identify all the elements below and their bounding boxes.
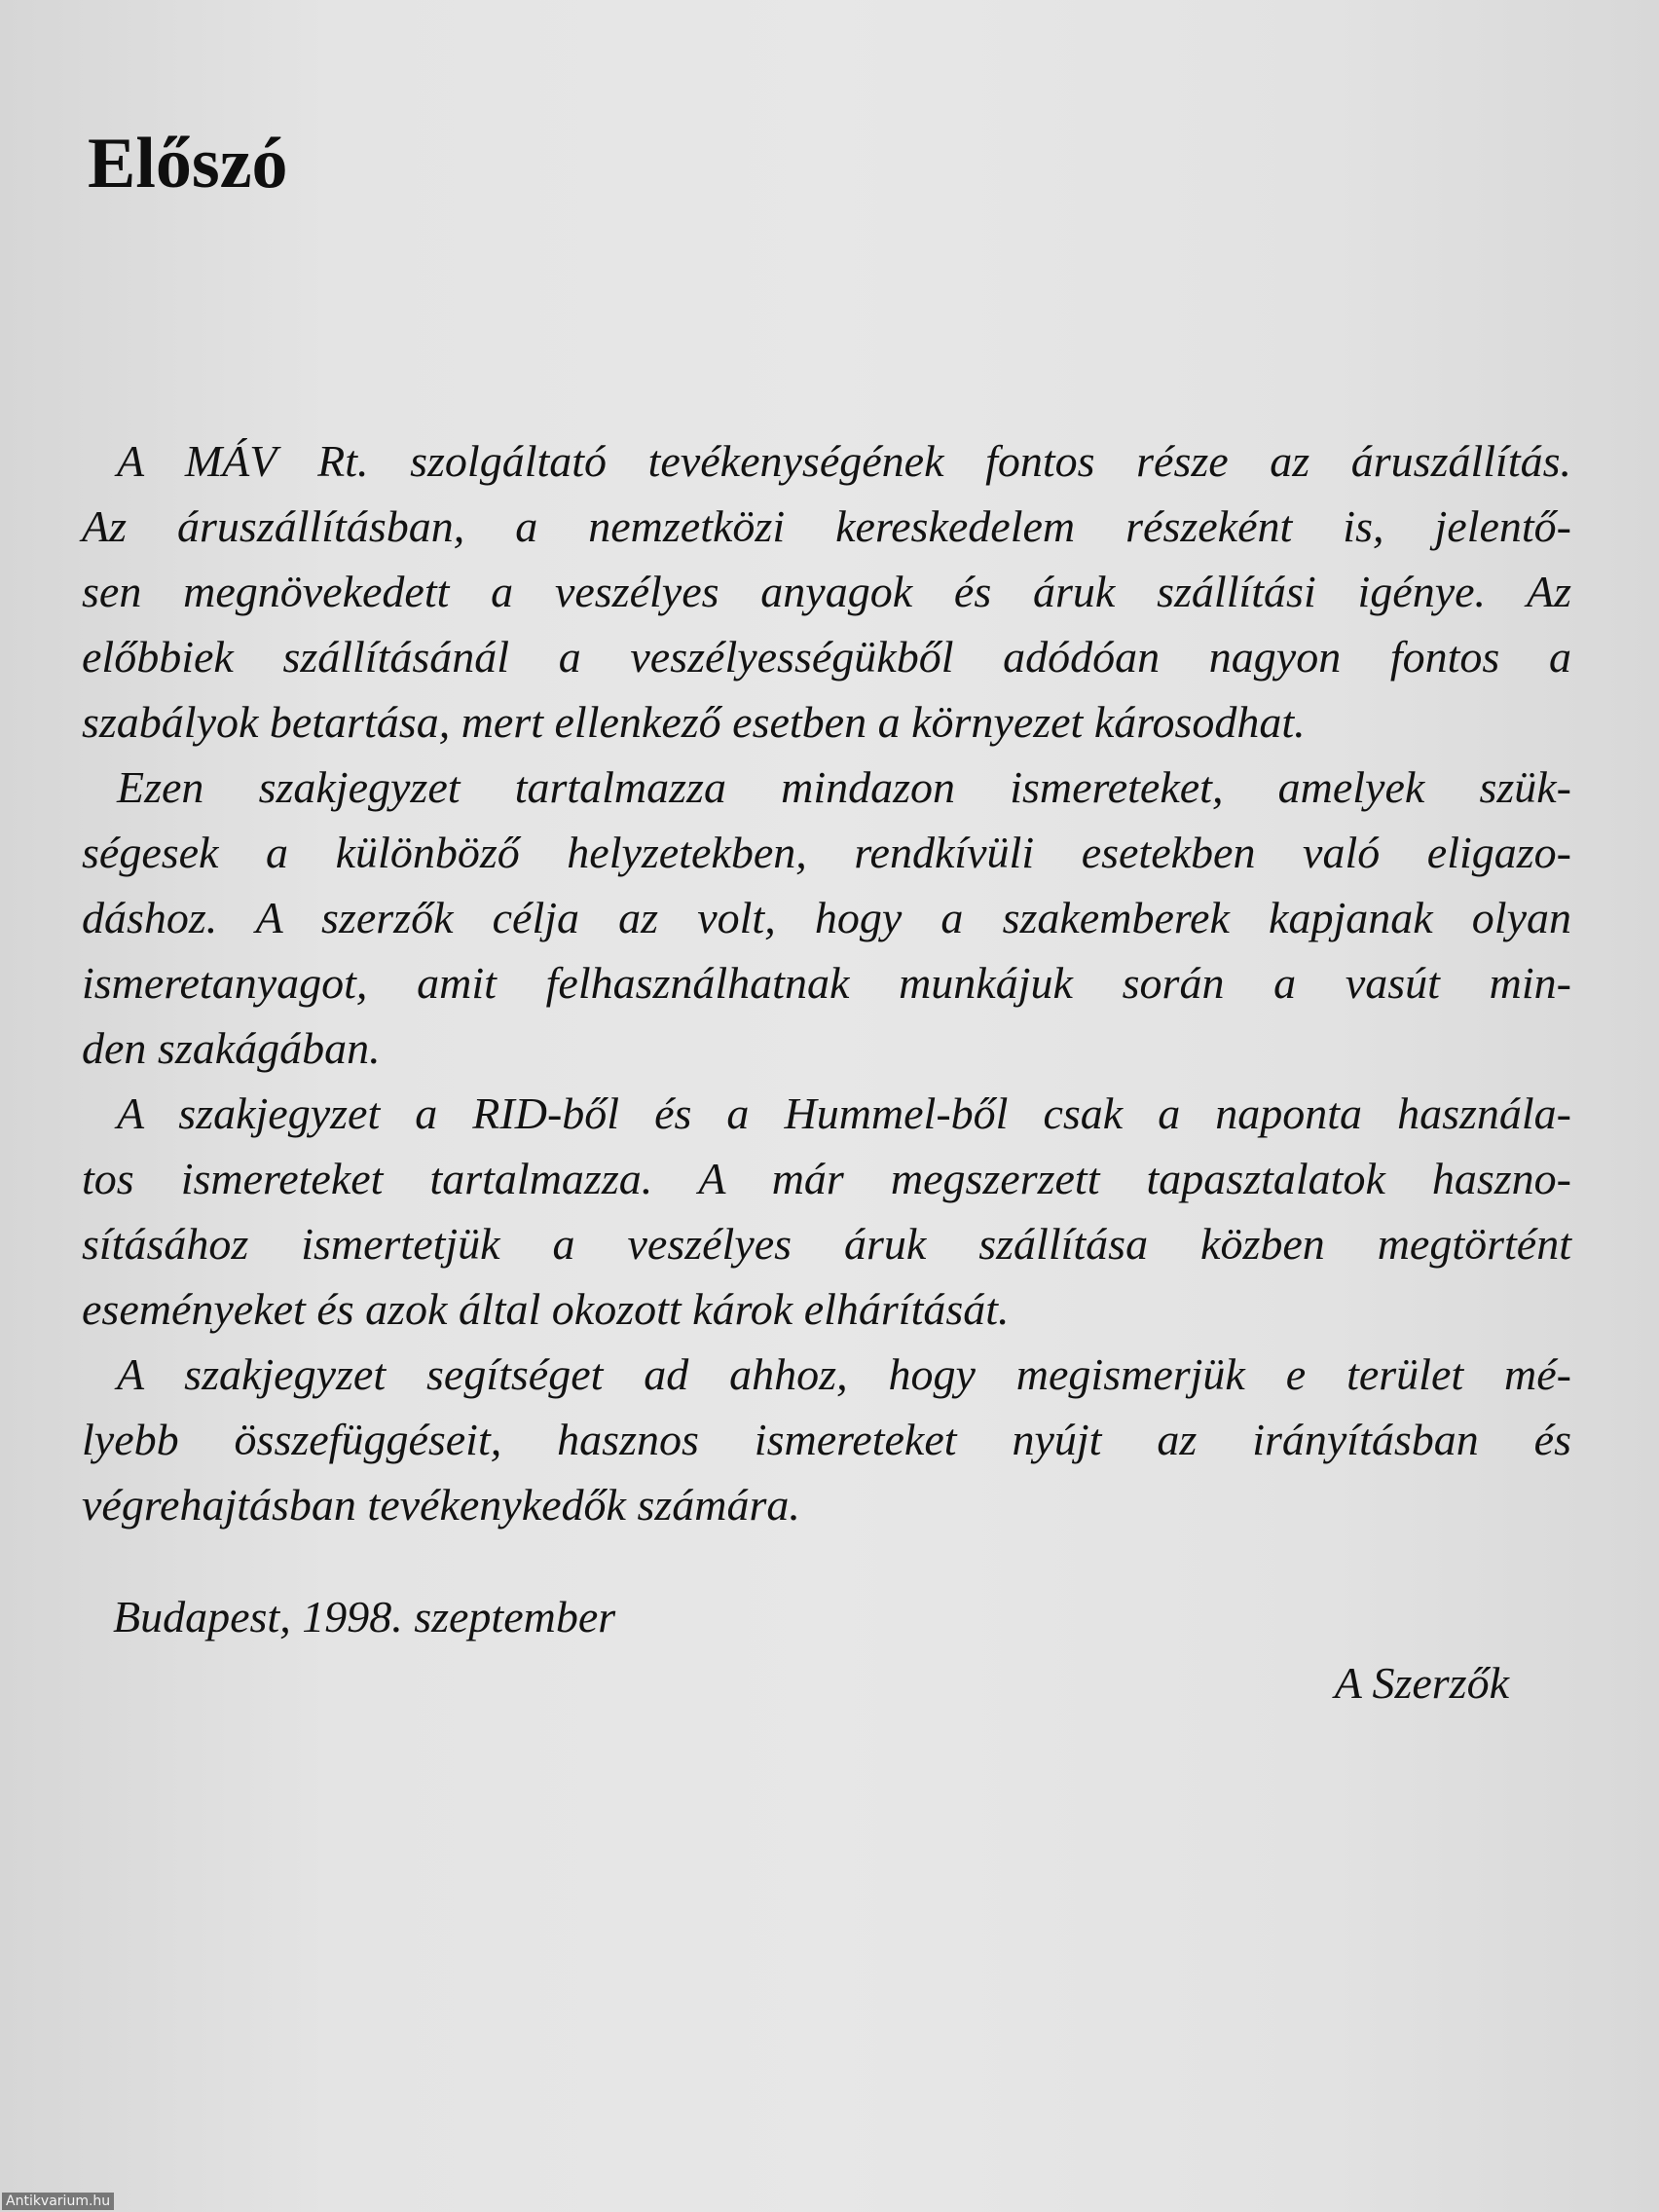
text-line: sításához ismertetjük a veszélyes áruk szállítása közben megtörtént bbox=[82, 1219, 1571, 1269]
text-line: végrehajtásban tevékenykedők számára. bbox=[82, 1480, 800, 1530]
text-line: szabályok betartása, mert ellenkező esetben a környezet károsodhat. bbox=[82, 697, 1306, 747]
text-line: Az áruszállításban, a nemzetközi kereskedelem részeként is, jelentő- bbox=[82, 501, 1571, 551]
text-line: den szakágában. bbox=[82, 1023, 381, 1073]
text-line: dáshoz. A szerzők célja az volt, hogy a szakemberek kapjanak olyan bbox=[82, 893, 1571, 942]
text-line: Ezen szakjegyzet tartalmazza mindazon ismereteket, amelyek szük- bbox=[117, 762, 1571, 812]
text-line: előbbiek szállításánál a veszélyességükből adódóan nagyon fontos a bbox=[82, 632, 1571, 682]
text-line: A szakjegyzet segítséget ad ahhoz, hogy megismerjük e terület mé- bbox=[117, 1349, 1571, 1399]
preface-body bbox=[82, 428, 1571, 1537]
text-line: eseményeket és azok által okozott károk elhárítását. bbox=[82, 1284, 1010, 1334]
paragraph-1 bbox=[82, 428, 1571, 755]
watermark: Antikvarium.hu bbox=[2, 2193, 114, 2210]
text-line: tos ismereteket tartalmazza. A már megszerzett tapasztalatok haszno- bbox=[82, 1154, 1571, 1203]
text-line: lyebb összefüggéseit, hasznos ismereteket nyújt az irányításban és bbox=[82, 1415, 1571, 1464]
dateline: Budapest, 1998. szeptember bbox=[113, 1592, 616, 1641]
paragraph-4 bbox=[82, 1342, 1571, 1537]
signature: A Szerzők bbox=[1334, 1658, 1509, 1708]
text-line: ségesek a különböző helyzetekben, rendkívüli esetekben való eligazo- bbox=[82, 828, 1571, 877]
text-line: sen megnövekedett a veszélyes anyagok és áruk szállítási igénye. Az bbox=[82, 567, 1571, 616]
page-title: Előszó bbox=[88, 124, 288, 203]
text-line: ismeretanyagot, amit felhasználhatnak munkájuk során a vasút min- bbox=[82, 958, 1571, 1008]
text-line: A MÁV Rt. szolgáltató tevékenységének fontos része az áruszállítás. bbox=[117, 436, 1571, 486]
paragraph-3 bbox=[82, 1081, 1571, 1342]
text-line: A szakjegyzet a RID-ből és a Hummel-ből csak a naponta használa- bbox=[117, 1088, 1571, 1138]
paragraph-2 bbox=[82, 755, 1571, 1081]
